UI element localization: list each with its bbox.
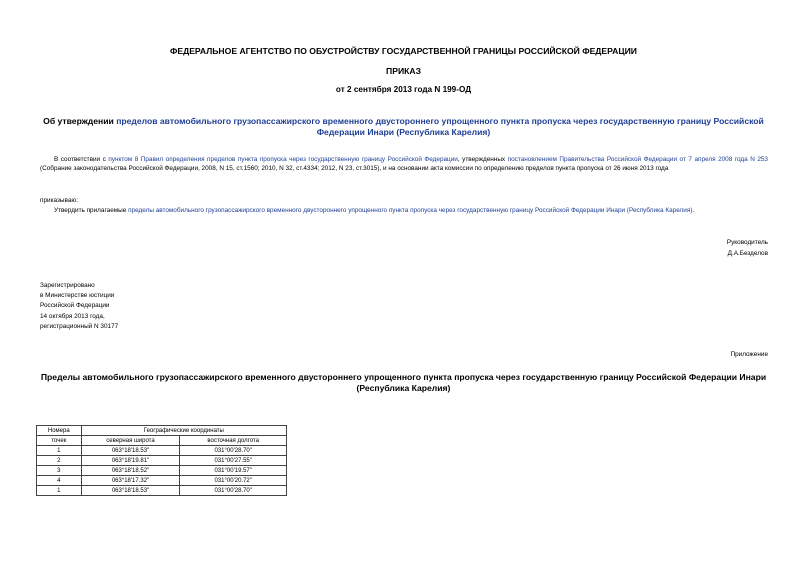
registration-line: в Министерстве юстиции xyxy=(40,292,115,300)
point-longitude: 031°00'28.70" xyxy=(180,486,287,496)
table-subheader-row xyxy=(37,436,287,446)
document-type: ПРИКАЗ xyxy=(386,66,421,76)
appendix-label: Приложение xyxy=(730,351,768,358)
coordinates-table xyxy=(36,425,287,496)
registration-line: регистрационный N 30177 xyxy=(40,322,119,330)
point-latitude: 063°18'19.81" xyxy=(81,456,180,466)
preamble-text-3: (Собрание законодательства Российской Федерации, 2008, N 15, ст.1560; 2010, N 32, ст.4334; 2012, N 23, ст.3015), и на основании акта комиссии по определению пределов пункта пропуска от 26 июня 2013 года xyxy=(40,165,669,173)
agency-name: ФЕДЕРАЛЬНОЕ АГЕНТСТВО ПО ОБУСТРОЙСТВУ ГОСУДАРСТВЕННОЙ ГРАНИЦЫ РОССИЙСКОЙ ФЕДЕРАЦИИ xyxy=(170,46,637,56)
signatory-position: Руководитель xyxy=(726,239,768,246)
point-longitude: 031°00'27.55" xyxy=(180,456,287,466)
table-row xyxy=(37,456,287,466)
registration-block xyxy=(40,281,118,332)
approval-paragraph xyxy=(40,206,768,215)
table-row xyxy=(37,446,287,456)
registration-line: Зарегистрировано xyxy=(40,282,95,289)
order-title-link[interactable]: пределов автомобильного грузопассажирского временного двустороннего упрощенного пункта пропуска через государственную границу Российской Федерации Инари (Республика Карелия) xyxy=(116,116,764,137)
point-number: 1 xyxy=(37,446,82,456)
approval-text-2: . xyxy=(692,207,695,214)
point-number: 2 xyxy=(37,456,82,466)
point-latitude: 063°18'18.53" xyxy=(81,446,180,456)
point-latitude: 063°18'18.53" xyxy=(81,486,180,496)
table-row xyxy=(37,466,287,476)
point-longitude: 031°00'19.57" xyxy=(180,466,287,476)
point-latitude: 063°18'17.32" xyxy=(81,476,180,486)
point-longitude: 031°00'28.70" xyxy=(180,446,287,456)
signatory-name: Д.А.Безделов xyxy=(727,249,768,257)
registration-line: 14 октября 2013 года, xyxy=(40,312,105,320)
order-title-prefix: Об утверждении xyxy=(43,116,117,126)
preamble-text-1: В соответствии с xyxy=(54,156,109,163)
header-longitude: восточная долгота xyxy=(180,436,287,446)
approval-text-1: Утвердить прилагаемые xyxy=(54,207,129,214)
point-number: 4 xyxy=(37,476,82,486)
header-point-number-line1: Номера xyxy=(47,427,70,434)
table-row xyxy=(37,476,287,486)
order-date-number: от 2 сентября 2013 года N 199-ОД xyxy=(335,85,472,94)
table-header-row xyxy=(37,426,287,436)
preamble-text-2: , утвержденных xyxy=(457,156,508,163)
rules-point-8-link[interactable]: пунктом 8 Правил определения пределов пункта пропуска через государственную границу Российской Федерации xyxy=(108,156,458,163)
header-latitude: северная широта xyxy=(81,436,180,446)
point-longitude: 031°00'20.72" xyxy=(180,476,287,486)
appendix-title: Пределы автомобильного грузопассажирского временного двустороннего упрощенного пункта пропуска через государственную границу Российской Федерации Инари (Республика Карелия) xyxy=(40,372,767,393)
point-number: 3 xyxy=(37,466,82,476)
table-row xyxy=(37,486,287,496)
signature-block xyxy=(727,238,768,259)
header-point-number xyxy=(37,426,82,436)
preamble-paragraph xyxy=(40,155,768,173)
government-decree-link[interactable]: постановлением Правительства Российской Федерации от 7 апреля 2008 года N 253 xyxy=(507,156,768,163)
checkpoint-limits-link[interactable]: пределы автомобильного грузопассажирского временного двустороннего упрощенного пункта пропуска через государственную границу Российской Федерации Инари (Республика Карелия) xyxy=(128,207,693,214)
registration-line: Российской Федерации xyxy=(40,302,110,310)
point-number: 1 xyxy=(37,486,82,496)
point-latitude: 063°18'18.52" xyxy=(81,466,180,476)
ordering-word: приказываю: xyxy=(40,197,78,204)
header-geo-coordinates: Географические координаты xyxy=(81,426,286,436)
order-title xyxy=(40,116,767,138)
header-point-number-cont: точек xyxy=(37,436,82,446)
